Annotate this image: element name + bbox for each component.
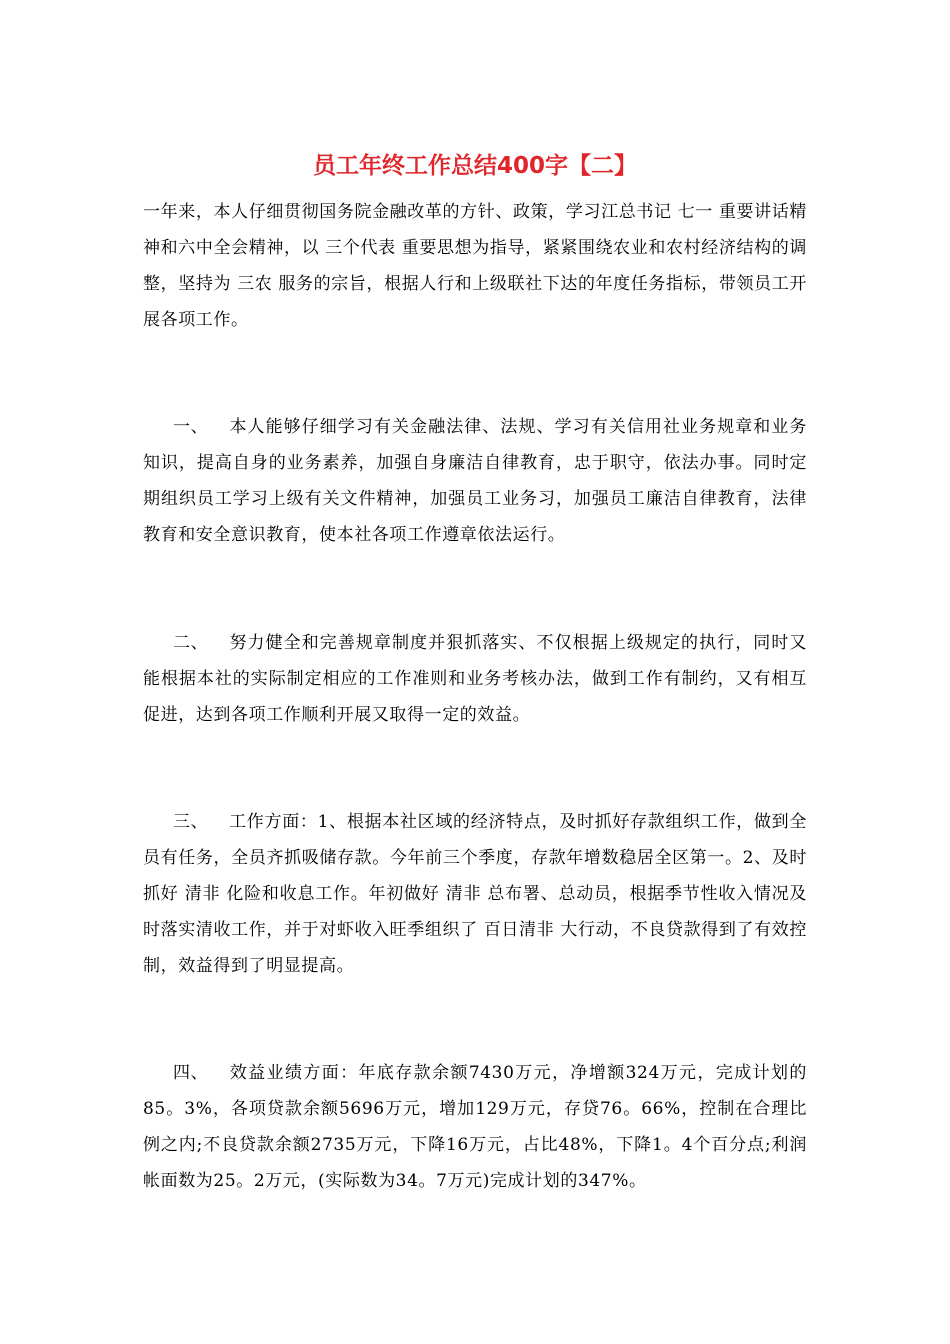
section-paragraph-3: [143, 804, 807, 984]
section-text: 努力健全和完善规章制度并狠抓落实、不仅根据上级规定的执行，同时又能根据本社的实际制定相应的工作准则和业务考核办法，做到工作有制约，又有相互促进，达到各项工作顺利开展又取得一定的效益。: [143, 633, 807, 725]
section-paragraph-2: [143, 625, 807, 733]
section-number: 三、: [173, 812, 209, 832]
section-number: 四、: [173, 1063, 209, 1083]
section-text: 本人能够仔细学习有关金融法律、法规、学习有关信用社业务规章和业务知识，提高自身的业务素养，加强自身廉洁自律教育，忠于职守，依法办事。同时定期组织员工学习上级有关文件精神，加强员工业务习，加强员工廉洁自律教育，法律教育和安全意识教育，使本社各项工作遵章依法运行。: [143, 417, 807, 545]
document-title: 员工年终工作总结400字【二】: [312, 153, 637, 179]
section-number: 一、: [173, 417, 209, 437]
section-paragraph-1: [143, 409, 807, 553]
intro-paragraph: 一年来，本人仔细贯彻国务院金融改革的方针、政策，学习江总书记 七一 重要讲话精神和六中全会精神，以 三个代表 重要思想为指导，紧紧围绕农业和农村经济结构的调整，坚持为 三农 服务的宗旨，根据人行和上级联社下达的年度任务指标，带领员工开展各项工作。: [143, 202, 807, 330]
section-text: 效益业绩方面：年底存款余额7430万元，净增额324万元，完成计划的85。3%，各项贷款余额5696万元，增加129万元，存贷76。66%，控制在合理比例之内;不良贷款余额2735万元，下降16万元，占比48%，下降1。4个百分点;利润帐面数为25。2万元，(实际数为34。7万元)完成计划的347%。: [143, 1063, 807, 1191]
section-paragraph-4: [143, 1055, 807, 1199]
section-text: 工作方面：1、根据本社区域的经济特点，及时抓好存款组织工作，做到全员有任务，全员齐抓吸储存款。今年前三个季度，存款年增数稳居全区第一。2、及时抓好 清非 化险和收息工作。年初做好 清非 总布署、总动员，根据季节性收入情况及时落实清收工作，并于对虾收入旺季组织了 百日清非 大行动，不良贷款得到了有效控制，效益得到了明显提高。: [143, 812, 807, 976]
section-number: 二、: [173, 633, 209, 653]
